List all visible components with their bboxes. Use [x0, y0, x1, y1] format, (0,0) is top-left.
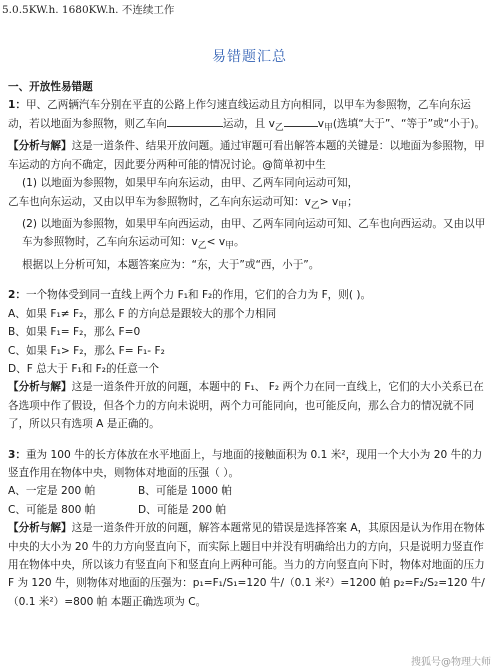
answer-blank: [167, 115, 223, 127]
question-text: 甲、乙两辆汽车分别在平直的公路上作匀速直线运动且方向相同，以甲车为参照物，乙车向东运动，若以地面为参照物，则乙车向: [8, 99, 471, 130]
document-body: [8, 78, 492, 611]
page-title: 易错题汇总: [212, 49, 287, 65]
section-heading: 一、开放性易错题: [8, 81, 93, 93]
analysis-3: 【分析与解】这是一道条件开放的问题，解答本题常见的错误是选择答案 A，其原因是认为作用在物体中央的大小为 20 牛的力方向竖直向下，而实际上题目中并没有明确给出力的方向，只是说明力竖直作用在物体中央，所以该力有竖直向下和竖直向上两种可能。当力的方向竖直向下时，物体对地面的压力 F 为 120 牛，则物体对地面的压强为：p₁=F₁/S₁=120 牛/（0.1 米²）=1200 帕 p₂=F₂/S₂=120 牛/（0.1 米²）=800 帕 本题正确选项为 C。: [8, 522, 485, 608]
option-a: A、如果 F₁≠ F₂，那么 F 的方向总是跟较大的那个力相同: [8, 307, 277, 320]
analysis-label: 【分析与解】: [8, 381, 72, 394]
option-c: C、如果 F₁> F₂，那么 F= F₁- F₂: [8, 344, 165, 357]
top-spec-line: 5.0.5KW.h. 1680KW.h. 不连续工作: [2, 4, 175, 16]
analysis-label: 【分析与解】: [8, 522, 72, 535]
option-c: C、可能是 800 帕: [8, 503, 96, 516]
options-row-2: [8, 501, 492, 519]
conclusion: 根据以上分析可知，本题答案应为：“东，大于”或“西，小于”。: [22, 258, 320, 271]
options-row-1: [8, 482, 492, 500]
case-2: (2) 以地面为参照物，如果甲车向西运动，由甲、乙两车同向运动可知、乙车也向西运动。又由以甲车为参照物时，乙车向东运动可知：$v_乙< v_甲$。: [22, 218, 486, 252]
question-number: 1：: [8, 99, 26, 112]
question-1: 1：甲、乙两辆汽车分别在平直的公路上作匀速直线运动且方向相同，以甲车为参照物，乙车向东运动，若以地面为参照物，则乙车向 运动，且 $v_乙$ $v_甲$(选填“大于”、“等于”或“小于)。: [8, 99, 486, 133]
option-d: D、F 总大于 F₁和 F₂的任意一个: [8, 363, 159, 376]
question-text: 一个物体受到同一直线上两个力 F₁和 F₂的作用，它们的合力为 F，则( )。: [25, 289, 372, 302]
option-a: A、一定是 200 帕: [8, 485, 96, 498]
option-d: D、可能是 200 帕: [138, 503, 227, 516]
option-b: B、可能是 1000 帕: [138, 485, 232, 498]
option-b: B、如果 F₁= F₂，那么 F=0: [8, 326, 141, 339]
case-1-line-1: (1) 以地面为参照物，如果甲车向东运动，由甲、乙两车同向运动可知，: [22, 177, 359, 190]
question-2: [8, 286, 492, 304]
question-text: 重为 100 牛的长方体放在水平地面上，与地面的接触面积为 0.1 米²，现用一个大小为 20 牛的力竖直作用在物体中央，则物体对地面的压强（ ）。: [8, 448, 483, 480]
question-3: [8, 446, 492, 483]
watermark: 搜狐号@物理大师: [411, 657, 491, 668]
analysis-label: 【分析与解】: [8, 140, 72, 153]
analysis-1: 【分析与解】这是一道条件、结果开放问题。通过审题可看出解答本题的关键是：以地面为参照物，甲车运动的方向不确定，因此要分两种可能的情况讨论。@简单初中生: [8, 140, 485, 171]
case-1-line-2: 乙车也向东运动，又由以甲车为参照物时，乙车向东运动可知：$v_乙> v_甲$；: [8, 195, 358, 211]
analysis-2: 【分析与解】这是一道条件开放的问题，本题中的 F₁、 F₂ 两个力在同一直线上，它们的大小关系已在各选项中作了假设，但各个力的方向未说明，两个力可能同向，也可能反向，那么合力的情况就不同了，所以只有选项 A 是正确的。: [8, 381, 484, 431]
answer-blank: [284, 115, 318, 127]
question-number: 3：: [8, 448, 26, 461]
question-number: 2：: [8, 289, 26, 302]
